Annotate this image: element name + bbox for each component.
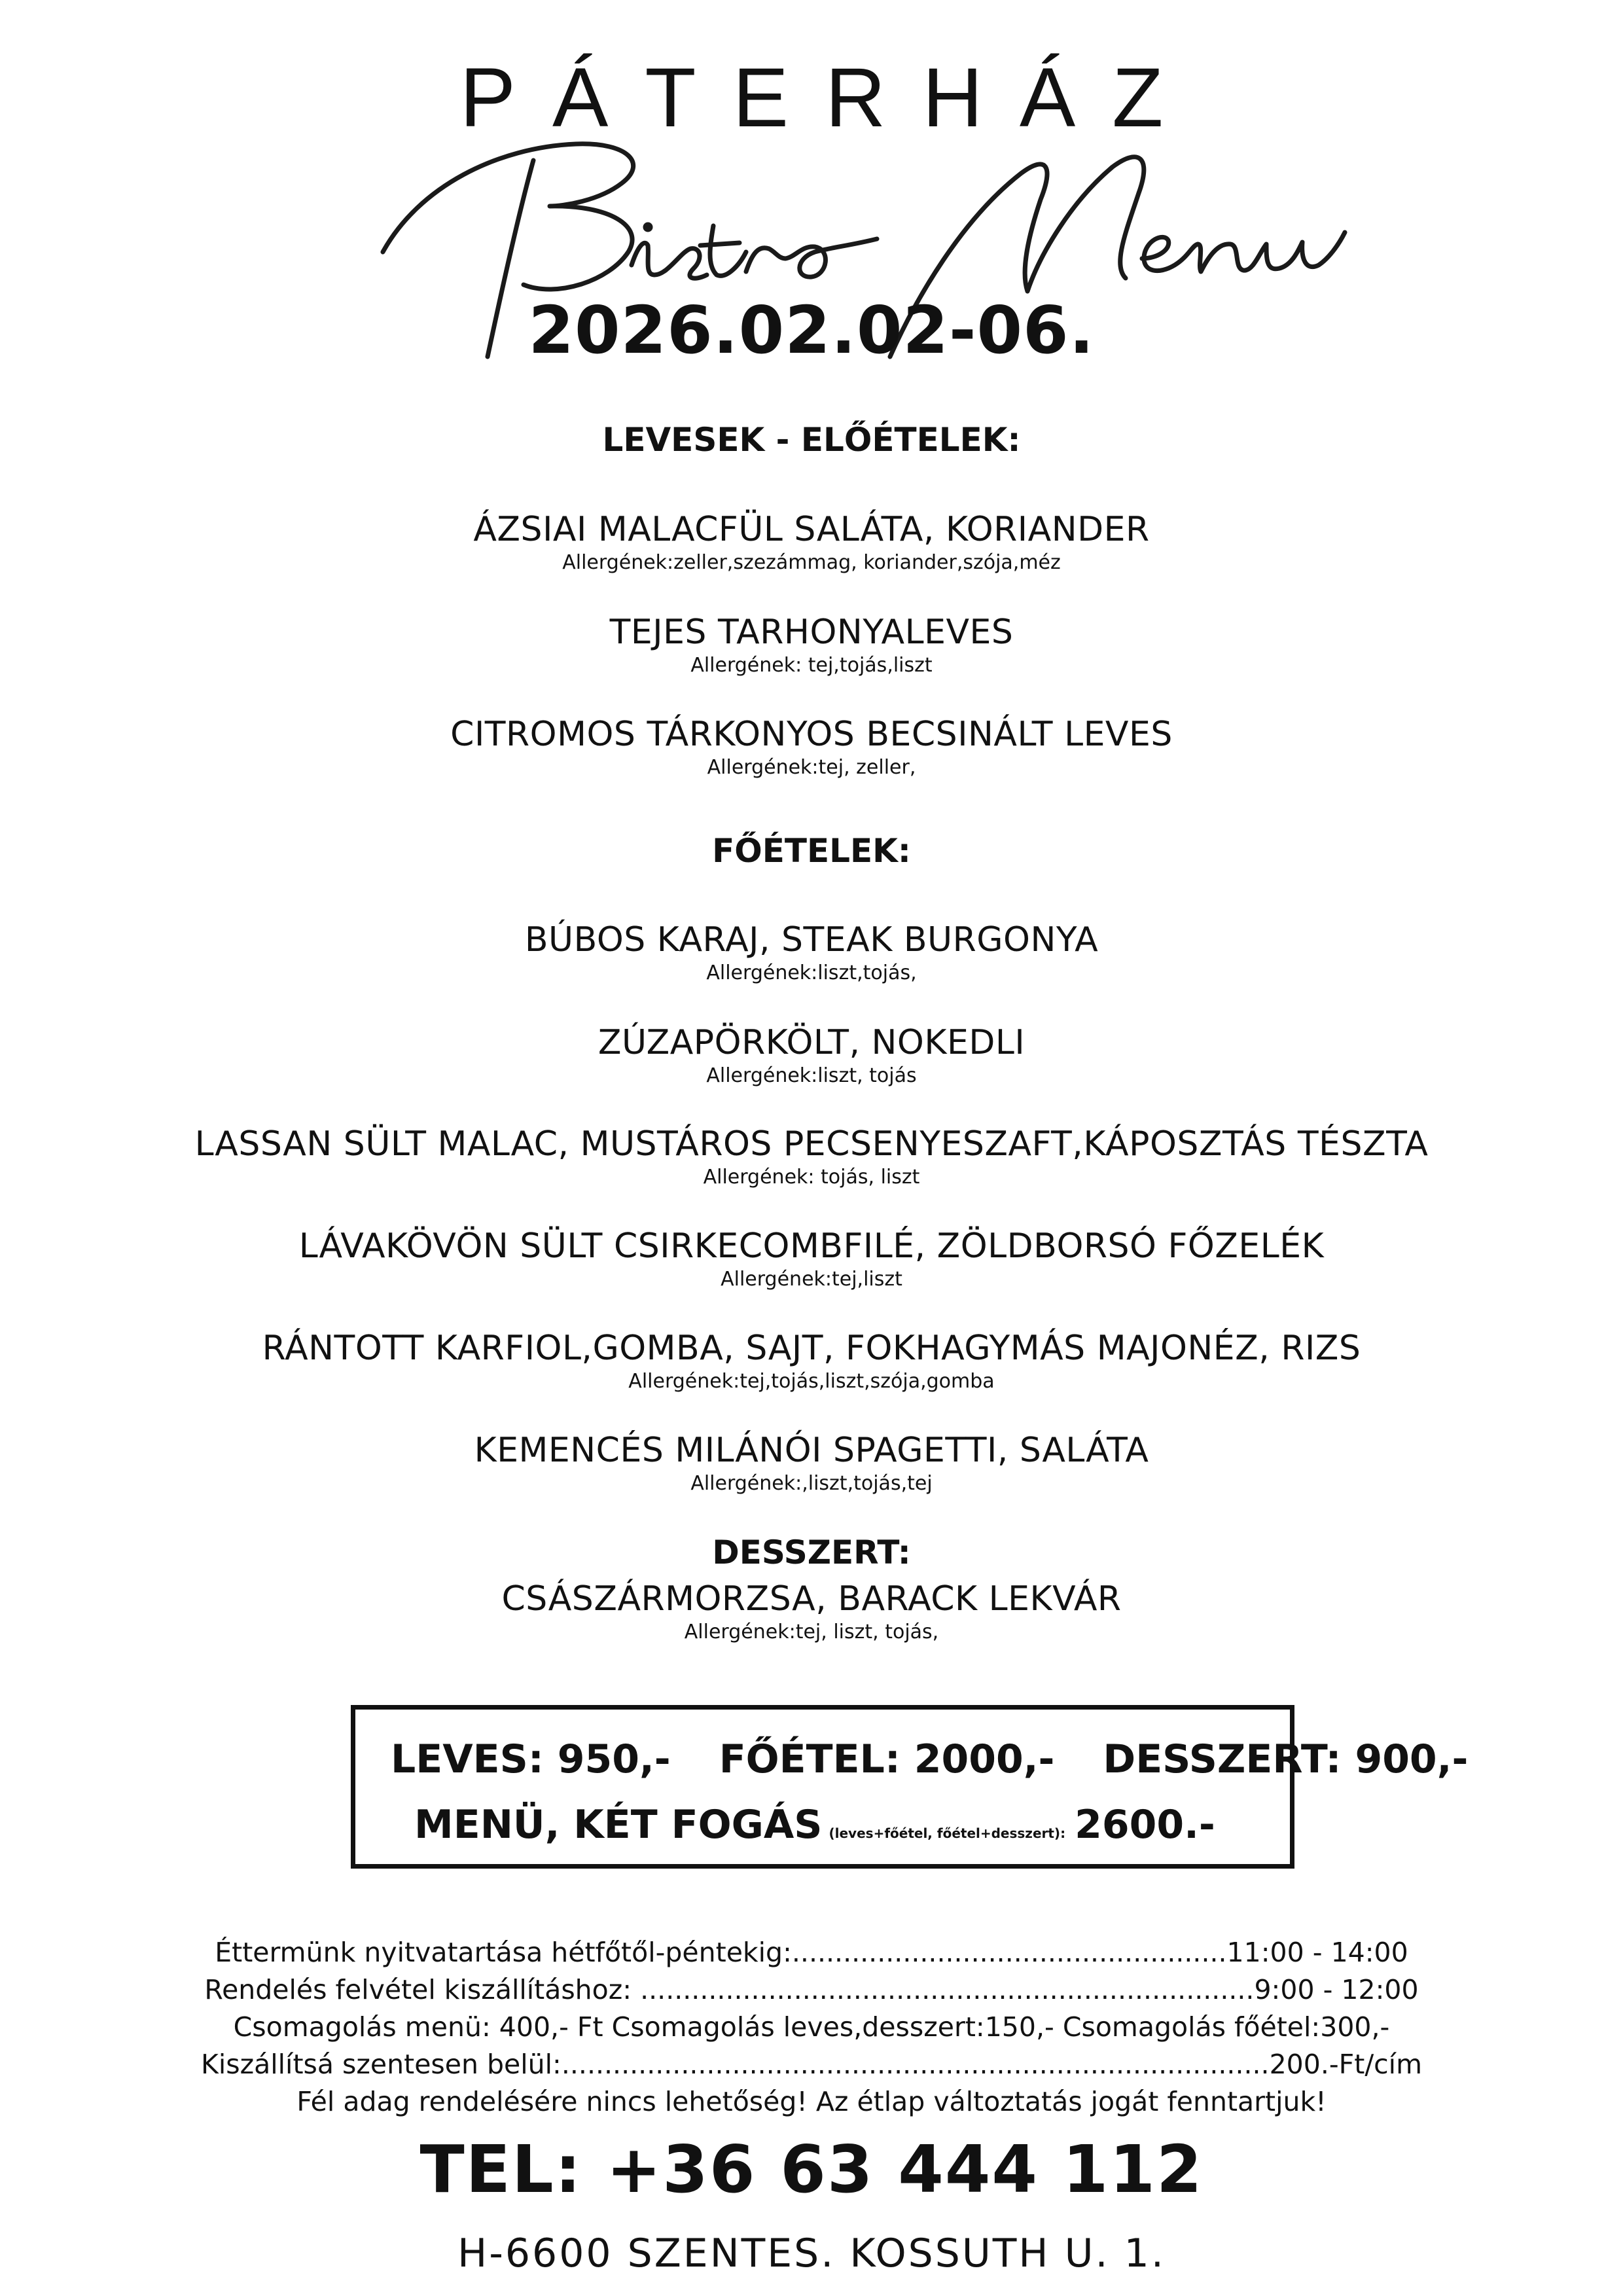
notice: Fél adag rendelésére nincs lehetőség! Az étlap változtatás jogát fenntartjuk! xyxy=(296,2086,1327,2117)
opening-hours: Éttermünk nyitvatartása hétfőtől-péntekig:...................................................11:00 - 14:00 xyxy=(215,1937,1408,1968)
dish-item xyxy=(0,1122,1623,1189)
info-block xyxy=(0,1934,1623,2121)
menu-price-row xyxy=(414,1800,1215,1858)
dish-allergens: Allergének:zeller,szezámmag, koriander,szója,méz xyxy=(562,551,1061,574)
soup-price: LEVES: 950,- xyxy=(391,1736,671,1782)
dessert-heading: DESSZERT: xyxy=(712,1534,911,1571)
mains-heading: FŐÉTELEK: xyxy=(712,832,911,870)
brand-name: PÁTERHÁZ xyxy=(459,51,1200,145)
price-row xyxy=(391,1734,1468,1784)
dish-name: ZÚZAPÖRKÖLT, NOKEDLI xyxy=(597,1023,1026,1062)
packaging-prices: Csomagolás menü: 400,- Ft Csomagolás leves,desszert:150,- Csomagolás főétel:300,- xyxy=(233,2011,1390,2043)
dish-name: CITROMOS TÁRKONYOS BECSINÁLT LEVES xyxy=(450,715,1173,754)
delivery-order-hours: Rendelés felvétel kiszállításhoz: ........................................................................9:00 - 12:00 xyxy=(204,1974,1419,2005)
dish-name: RÁNTOTT KARFIOL,GOMBA, SAJT, FOKHAGYMÁS MAJONÉZ, RIZS xyxy=(262,1329,1361,1368)
dish-allergens: Allergének:liszt,tojás, xyxy=(706,961,917,984)
dish-allergens: Allergének:,liszt,tojás,tej xyxy=(690,1472,933,1495)
menu-note: (leves+főétel, főétel+desszert): xyxy=(829,1825,1066,1841)
dish-allergens: Allergének: tej,tojás,liszt xyxy=(690,654,933,677)
dish-name: CSÁSZÁRMORZSA, BARACK LEKVÁR xyxy=(501,1579,1122,1619)
dish-item xyxy=(0,1327,1623,1393)
menu-price: 2600.- xyxy=(1075,1802,1215,1848)
soups-heading: LEVESEK - ELŐÉTELEK: xyxy=(602,421,1021,459)
dish-name: TEJES TARHONYALEVES xyxy=(609,613,1014,652)
phone-number: TEL: +36 63 444 112 xyxy=(419,2131,1204,2208)
delivery-fee: Kiszállítsá szentesen belül:...................................................................................200.-Ft/cím xyxy=(200,2049,1423,2080)
dish-name: BÚBOS KARAJ, STEAK BURGONYA xyxy=(524,920,1099,960)
dish-name: LÁVAKÖVÖN SÜLT CSIRKECOMBFILÉ, ZÖLDBORSÓ FŐZELÉK xyxy=(298,1227,1325,1266)
dish-item xyxy=(0,918,1623,985)
dish-item xyxy=(0,713,1623,780)
menu-label: MENÜ, KÉT FOGÁS xyxy=(414,1802,823,1848)
dish-allergens: Allergének:tej,liszt xyxy=(721,1268,902,1291)
dish-allergens: Allergének:liszt, tojás xyxy=(706,1064,917,1087)
dish-item xyxy=(0,611,1623,677)
price-box xyxy=(351,1705,1469,1869)
dish-allergens: Allergének:tej, liszt, tojás, xyxy=(684,1621,939,1643)
dish-allergens: Allergének:tej, zeller, xyxy=(707,756,916,779)
dish-item xyxy=(0,1577,1623,1644)
dish-item xyxy=(0,1429,1623,1496)
dish-item xyxy=(0,508,1623,575)
dish-item xyxy=(0,1021,1623,1088)
address: H-6600 SZENTES. KOSSUTH U. 1. xyxy=(457,2231,1166,2276)
dessert-price: DESSZERT: 900,- xyxy=(1103,1736,1469,1782)
dish-name: KEMENCÉS MILÁNÓI SPAGETTI, SALÁTA xyxy=(474,1431,1149,1470)
dish-item xyxy=(0,1225,1623,1291)
dish-allergens: Allergének: tojás, liszt xyxy=(703,1166,920,1189)
header xyxy=(0,49,1623,370)
dish-allergens: Allergének:tej,tojás,liszt,szója,gomba xyxy=(628,1370,995,1393)
menu-date: 2026.02.02-06. xyxy=(528,292,1095,368)
dish-name: LASSAN SÜLT MALAC, MUSTÁROS PECSENYESZAFT,KÁPOSZTÁS TÉSZTA xyxy=(194,1124,1429,1164)
dish-name: ÁZSIAI MALACFÜL SALÁTA, KORIANDER xyxy=(473,510,1150,549)
main-price: FŐÉTEL: 2000,- xyxy=(719,1736,1055,1782)
